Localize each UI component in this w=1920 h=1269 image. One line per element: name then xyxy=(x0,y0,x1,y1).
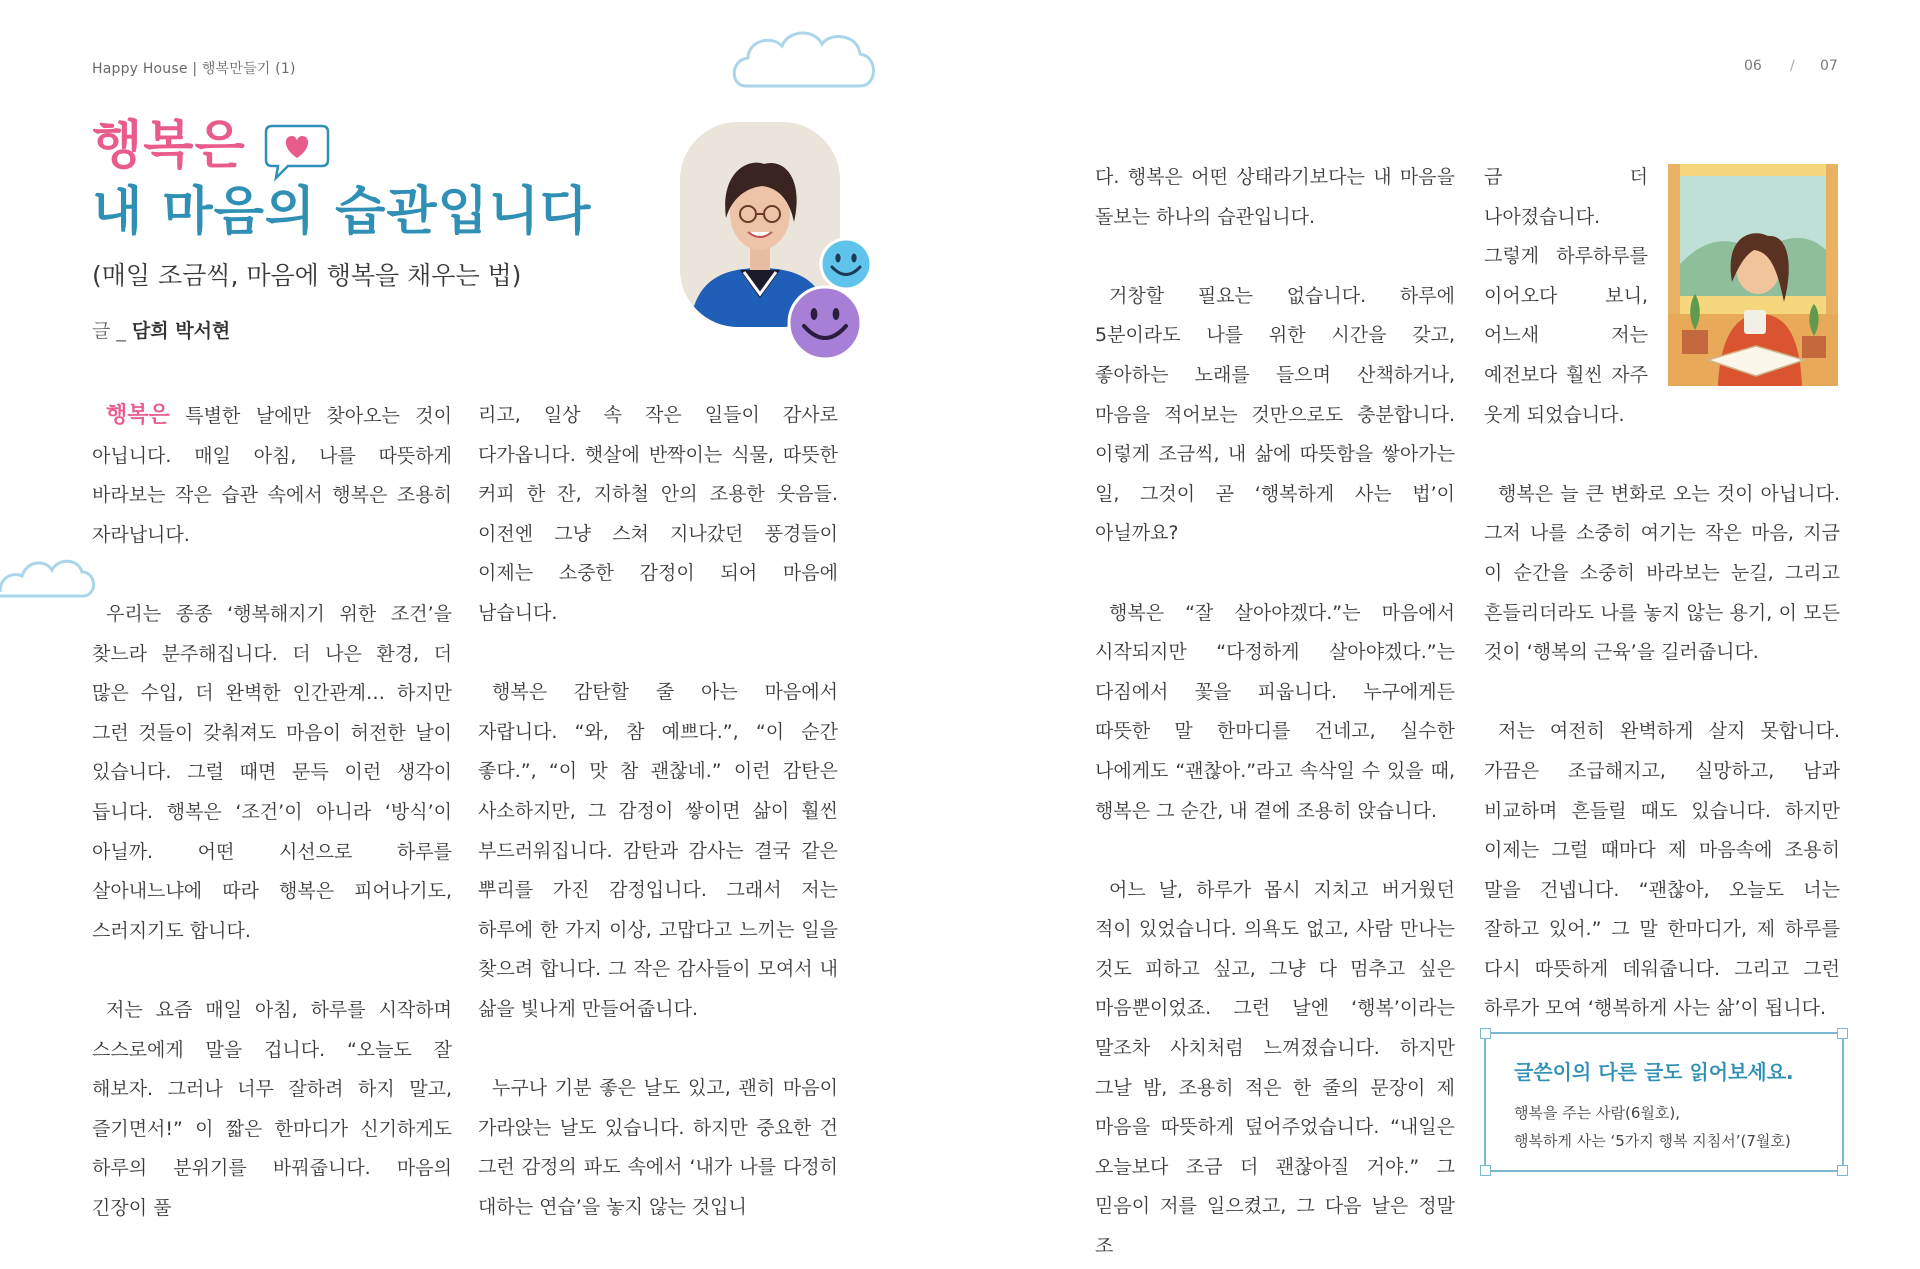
cloud-icon xyxy=(0,548,96,602)
paragraph: 저는 여전히 완벽하게 살지 못합니다. 가끔은 조급해지고, 실망하고, 남과 비교하며 흔들릴 때도 있습니다. 하지만 이제는 그럴 때마다 제 마음속에 조용히 말을 건넵니다. “괜찮아, 오늘도 너는 잘하고 있어.” 그 말 한마디가, 제 하루를 다시 따뜻하게 데워줍니다. 그리고 그런 하루가 모여 ‘행복하게 사는 삶’이 됩니다. xyxy=(1484,720,1840,1020)
subtitle: (매일 조금씩, 마음에 행복을 채우는 법) xyxy=(92,261,522,290)
paragraph: 어느 날, 하루가 몹시 지치고 버거웠던 적이 있었습니다. 의욕도 없고, 사람 만나는 것도 피하고 싶고, 그냥 다 멈추고 싶은 마음뿐이었죠. 그런 날엔 ‘행복’이라는 말조차 사치처럼 느껴졌습니다. 하지만 그날 밤, 조용히 적은 한 줄의 문장이 제 마음을 따뜻하게 덮어주었습니다. “내일은 오늘보다 조금 더 괜찮아질 거야.” 그 믿음이 저를 일으켰고, 그 다음 날은 정말 조 xyxy=(1095,878,1455,1258)
box-corner-handle xyxy=(1480,1028,1491,1039)
related-article-1: 행복을 주는 사람(6월호), xyxy=(1514,1104,1680,1122)
page-number-left: 06 xyxy=(1744,58,1762,74)
box-corner-handle xyxy=(1837,1165,1848,1176)
byline-prefix: 글 _ xyxy=(92,320,126,342)
lead-word: 행복은 xyxy=(106,403,170,428)
paragraph: 행복은 “잘 살아야겠다.”는 마음에서 시작되지만 “다정하게 살아야겠다.”는 다짐에서 꽃을 피웁니다. 누구에게든 따뜻한 말 한마디를 건네고, 실수한 나에게도 “괜찮아.”라고 속삭일 수 있을 때, 행복은 그 순간, 내 곁에 조용히 앉습니다. xyxy=(1095,601,1455,822)
paragraph: 행복은 늘 큰 변화로 오는 것이 아닙니다. 그저 나를 소중히 여기는 작은 마음, 지금 이 순간을 소중히 바라보는 눈길, 그리고 흔들리더라도 나를 놓지 않는 용기, 이 모든 것이 ‘행복의 근육’을 길러줍니다. xyxy=(1484,482,1840,664)
article-column-3 xyxy=(1095,158,1455,1267)
author-name: 담희 박서현 xyxy=(131,320,231,342)
paragraph: 저는 요즘 매일 아침, 하루를 시작하며 스스로에게 말을 겁니다. “오늘도 잘 해보자. 그러나 너무 잘하려 하지 말고, 즐기면서!” 이 짧은 한마디가 신기하게도 하루의 분위기를 바꿔줍니다. 마음의 긴장이 풀 xyxy=(92,998,452,1219)
box-corner-handle xyxy=(1480,1165,1491,1176)
article-column-1 xyxy=(92,396,452,1228)
article-column-2 xyxy=(478,396,838,1227)
running-header: Happy House | 행복만들기 (1) xyxy=(92,61,296,77)
paragraph: 리고, 일상 속 작은 일들이 감사로 다가옵니다. 햇살에 반짝이는 식물, 따뜻한 커피 한 잔, 지하철 안의 조용한 웃음들. 이전엔 그냥 스쳐 지나갔던 풍경들이 이제는 소중한 감정이 되어 마음에 남습니다. xyxy=(478,404,838,624)
title-line-1: 행복은 xyxy=(92,116,246,176)
related-articles-title: 글쓴이의 다른 글도 읽어보세요. xyxy=(1514,1060,1794,1084)
article-column-4 xyxy=(1484,158,1840,1029)
paragraph: 다. 행복은 어떤 상태라기보다는 내 마음을 돌보는 하나의 습관입니다. xyxy=(1095,166,1455,228)
paragraph: 행복은 감탄할 줄 아는 마음에서 자랍니다. “와, 참 예쁘다.”, “이 순간 좋다.”, “이 맛 참 괜찮네.” 이런 감탄은 사소하지만, 그 감정이 쌓이면 삶이 훨씬 부드러워집니다. 감탄과 감사는 결국 같은 뿌리를 가진 감정입니다. 그래서 저는 하루에 한 가지 이상, 고맙다고 느끼는 일을 찾으려 합니다. 그 작은 감사들이 모여서 내 삶을 빛나게 만들어줍니다. xyxy=(478,681,838,1020)
page-number-right: 07 xyxy=(1820,58,1838,74)
title-line-2: 내 마음의 습관입니다 xyxy=(92,182,592,242)
cloud-icon xyxy=(728,24,880,96)
related-articles-box xyxy=(1484,1032,1844,1172)
paragraph: 거창할 필요는 없습니다. 하루에 5분이라도 나를 위한 시간을 갖고, 좋아하는 노래를 들으며 산책하거나, 마음을 적어보는 것만으로도 충분합니다. 이렇게 조금씩, 내 삶에 따뜻함을 쌓아가는 일, 그것이 곧 ‘행복하게 사는 법’이 아닐까요? xyxy=(1095,284,1455,545)
paragraph: 금 더 나아졌습니다. 그렇게 하루하루를 이어오다 보니, 어느새 저는 예전보다 훨씬 자주 웃게 되었습니다. xyxy=(1484,166,1648,426)
paragraph: 특별한 날에만 찾아오는 것이 아닙니다. 매일 아침, 나를 따뜻하게 바라보는 작은 습관 속에서 행복은 조용히 자라납니다. xyxy=(92,405,452,546)
box-corner-handle xyxy=(1837,1028,1848,1039)
paragraph: 우리는 종종 ‘행복해지기 위한 조건’을 찾느라 분주해집니다. 더 나은 환경, 더 많은 수입, 더 완벽한 인간관계… 하지만 그런 것들이 갖춰져도 마음이 허전한 날이 있습니다. 그럴 때면 문득 이런 생각이 듭니다. 행복은 ‘조건’이 아니라 ‘방식’이 아닐까. 어떤 시선으로 하루를 살아내느냐에 따라 행복은 피어나기도, 스러지기도 합니다. xyxy=(92,602,452,942)
byline xyxy=(92,316,230,343)
page-number-separator: / xyxy=(1790,58,1795,74)
related-article-2: 행복하게 사는 ‘5가지 행복 지침서’(7월호) xyxy=(1514,1132,1791,1150)
speech-bubble-heart-icon xyxy=(262,122,332,184)
paragraph: 누구나 기분 좋은 날도 있고, 괜히 마음이 가라앉는 날도 있습니다. 하지만 중요한 건 그런 감정의 파도 속에서 ‘내가 나를 다정히 대하는 연습’을 놓지 않는 것입니 xyxy=(478,1077,838,1218)
smiley-face-icon xyxy=(786,284,864,362)
